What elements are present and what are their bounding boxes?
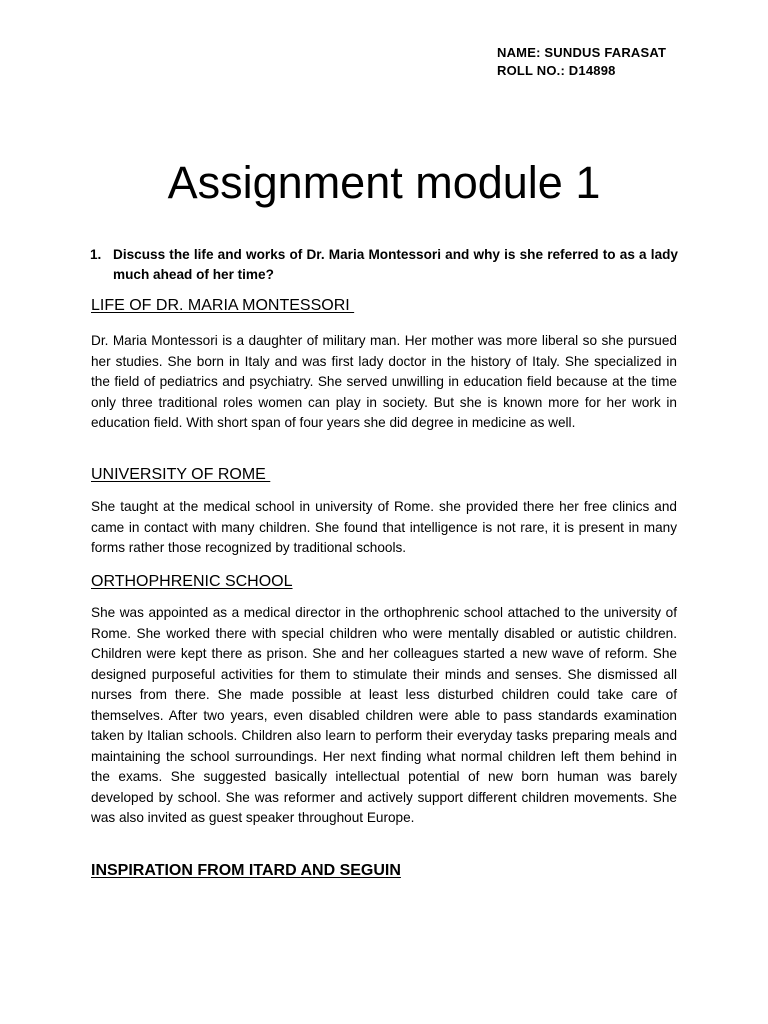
page-title: Assignment module 1 — [167, 157, 601, 208]
paragraph-orthophrenic-school: She was appointed as a medical director in the orthophrenic school attached to the university of Rome. She worked there with special children who were mentally disabled or autistic children. Children were kept there as prison. She and her colleagues started a new wave of reform. She designed purposeful activities for them to stimulate their minds and senses. She dismissed all nurses from there. She made possible at least less disturbed children could take care of themselves. After two years, even disabled children were able to pass standards examination taken by Italian schools. Children also learn to perform their everyday tasks preparing meals and maintaining the school surroundings. Her next finding what normal children left them behind in the exams. She suggested basically intellectual potential of new born human was barely developed by school. She was reformer and actively support different children movements. She was also invited as guest speaker throughout Europe. — [91, 605, 677, 825]
question-number: 1. — [90, 247, 102, 262]
heading-university-of-rome: UNIVERSITY OF ROME — [91, 466, 271, 483]
heading-life: LIFE OF DR. MARIA MONTESSORI — [91, 297, 355, 314]
heading-inspiration: INSPIRATION FROM ITARD AND SEGUIN — [91, 862, 401, 879]
roll-number: ROLL NO.: D14898 — [497, 63, 616, 78]
student-name: NAME: SUNDUS FARASAT — [497, 45, 667, 60]
paragraph-life: Dr. Maria Montessori is a daughter of military man. Her mother was more liberal so she pursued her studies. She born in Italy and was first lady doctor in the history of Italy. She specialized in the field of pediatrics and psychiatry. She served unwilling in education field because at the time only three traditional roles women can play in society. But she is known more for her work in education field. With short span of four years she did degree in medicine as well. — [91, 333, 677, 430]
paragraph-university-of-rome: She taught at the medical school in university of Rome. she provided there her free clinics and came in contact with many children. She found that intelligence is not rare, it is present in many forms rather those recognized by traditional schools. — [91, 499, 677, 555]
student-info — [497, 44, 666, 80]
question-text: Discuss the life and works of Dr. Maria Montessori and why is she referred to as a lady much ahead of her time? — [113, 247, 678, 282]
question-1 — [90, 245, 678, 285]
heading-orthophrenic-school: ORTHOPHRENIC SCHOOL — [91, 573, 293, 590]
